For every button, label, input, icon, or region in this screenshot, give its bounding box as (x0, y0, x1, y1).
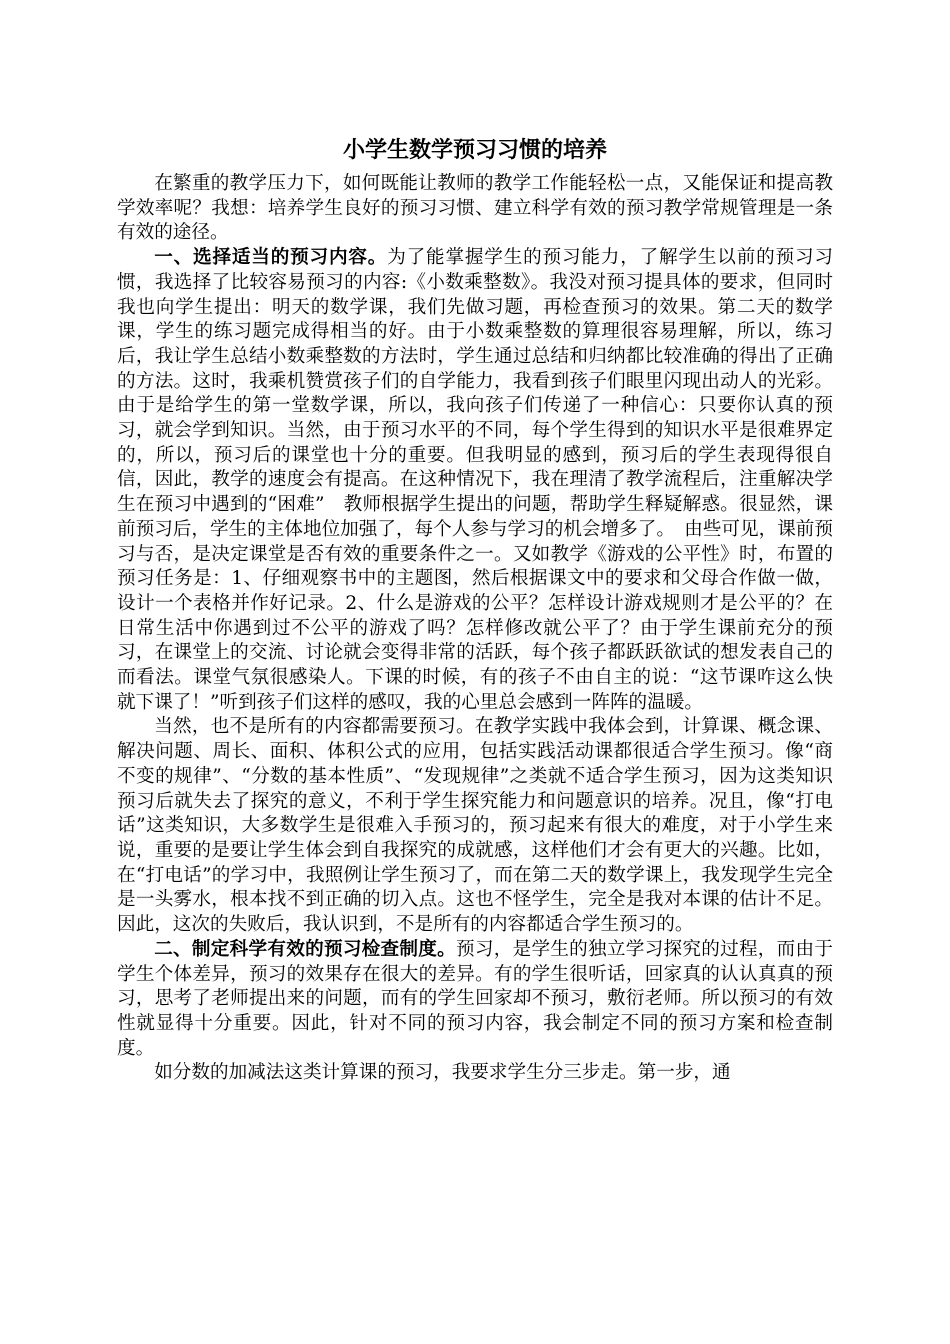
paragraph-5: 如分数的加减法这类计算课的预习，我要求学生分三步走。第一步，通 (154, 1062, 731, 1084)
section-1-text: 为了能掌握学生的预习能力，了解学生以前的预习习惯，我选择了比较容易预习的内容:《小数乘整数》。我没对预习提具体的要求，但同时我也向学生提出：明天的数学课，我们先做习题，再检查预习的效果。第二天的数学课，学生的练习题完成得相当的好。由于小数乘整数的算理很容易理解，所以，练习后，我让学生总结小数乘整数的方法时，学生通过总结和归纳都比较准确的得出了正确的方法。这时，我乘机赞赏孩子们的自学能力，我看到孩子们眼里闪现出动人的光彩。由于是给学生的第一堂数学课，所以，我向孩子们传递了一种信心：只要你认真的预习，就会学到知识。当然，由于预习水平的不同，每个学生得到的知识水平是很难界定的，所以，预习后的课堂也十分的重要。但我明显的感到，预习后的学生表现得很自信，因此，教学的速度会有提高。在这种情况下，我在理清了教学流程后，注重解决学生在预习中遇到的“困难” 教师根据学生提出的问题，帮助学生释疑解惑。很显然，课前预习后，学生的主体地位加强了，每个人参与学习的机会增多了。 由些可见，课前预习与否，是决定课堂是否有效的重要条件之一。又如教学《游戏的公平性》时，布置的预习任务是：1、仔细观察书中的主题图，然后根据课文中的要求和父母合作做一做，设计一个表格并作好记录。2、什么是游戏的公平？怎样设计游戏规则才是公平的？在日常生活中你遇到过不公平的游戏了吗？怎样修改就公平了？由于学生课前充分的预习，在课堂上的交流、讨论就会变得非常的活跃，每个孩子都跃跃欲试的想发表自己的而看法。课堂气氛很感染人。下课的时候，有的孩子不由自主的说：“这节课咋这么快就下课了！”听到孩子们这样的感叹，我的心里总会感到一阵阵的温暖。 (117, 247, 833, 713)
intro-paragraph: 在繁重的教学压力下，如何既能让教师的教学工作能轻松一点，又能保证和提高教学效率呢？我想：培养学生良好的预习习惯、建立科学有效的预习教学常规管理是一条有效的途径。 (117, 173, 833, 244)
paragraph-3: 当然，也不是所有的内容都需要预习。在教学实践中我体会到，计算课、概念课、解决问题、周长、面积、体积公式的应用，包括实践活动课都很适合学生预习。像“商不变的规律”、“分数的基本性质”、“发现规律”之类就不适合学生预习，因为这类知识预习后就失去了探究的意义，不利于学生探究能力和问题意识的培养。况且，像“打电话”这类知识，大多数学生是很难入手预习的，预习起来有很大的难度，对于小学生来说，重要的是要让学生体会到自我探究的成就感，这样他们才会有更大的兴趣。比如，在“打电话”的学习中，我照例让学生预习了，而在第二天的数学课上，我发现学生完全是一头雾水，根本找不到正确的切入点。这也不怪学生，完全是我对本课的估计不足。因此，这次的失败后，我认识到，不是所有的内容都适合学生预习的。 (117, 716, 833, 936)
section-2-paragraph (117, 938, 833, 1062)
section-2-heading: 二、制定科学有效的预习检查制度。 (154, 938, 456, 960)
section-1-heading: 一、选择适当的预习内容。 (154, 247, 388, 269)
document-body (117, 172, 833, 1086)
document-title: 小学生数学预习习惯的培养 (342, 137, 607, 163)
section-2-text: 预习，是学生的独立学习探究的过程，而由于学生个体差异，预习的效果存在很大的差异。有的学生很听话，回家真的认认真真的预习，思考了老师提出来的问题，而有的学生回家却不预习，敷衍老师。所以预习的有效性就显得十分重要。因此，针对不同的预习内容，我会制定不同的预习方案和检查制度。 (117, 938, 833, 1059)
section-1-paragraph (117, 246, 833, 715)
